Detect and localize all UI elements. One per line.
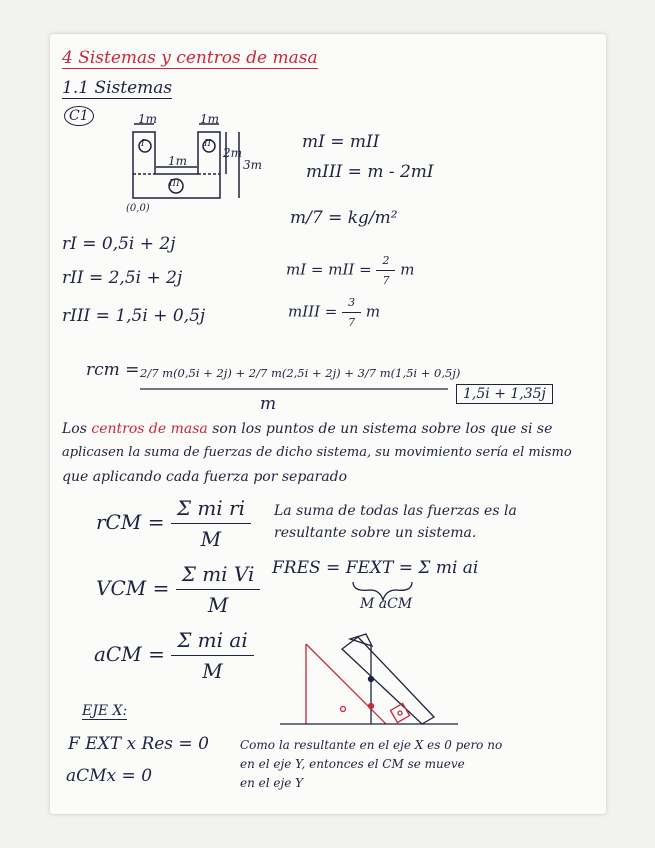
cm-point-3 (341, 707, 346, 712)
rcm-calc-denominator: m (260, 394, 277, 414)
forces-text-2: resultante sobre un sistema. (274, 525, 477, 541)
formula-vcm: VCM = $\frac{\text{Σ mi Vi}}{M}$ (96, 562, 260, 617)
notebook-page (50, 34, 606, 814)
dim-1m-right: 1m (200, 112, 220, 126)
density-eq: m/7 = kg/m² (290, 208, 398, 228)
dim-1m-mid: 1m (168, 154, 188, 168)
mass-eq-1: mI = mII (302, 132, 380, 152)
forces-text-1: La suma de todas las fuerzas es la (274, 503, 517, 519)
position-r3: rIII = 1,5i + 0,5j (62, 306, 206, 326)
formula-rcm: rCM = $\frac{\text{Σ mi ri}}{M}$ (96, 496, 251, 551)
cm-point (369, 677, 374, 682)
section-heading: 1.1 Sistemas (62, 78, 173, 98)
conclusion-line-1: Como la resultante en el eje X es 0 pero no (240, 738, 503, 752)
block (390, 703, 409, 722)
dim-1m-left: 1m (138, 112, 158, 126)
rcm-calc-lhs: rcm = (86, 360, 140, 380)
triangle-hypotenuse (306, 644, 386, 724)
part-1-label: I (141, 139, 145, 149)
forces-equation: FRES = FEXT = Σ mi ai (272, 558, 479, 578)
position-r2: rII = 2,5i + 2j (62, 268, 183, 288)
part-3-label: III (169, 179, 180, 189)
example-label: C1 (64, 106, 94, 126)
chapter-heading: 4 Sistemas y centros de masa (62, 48, 318, 68)
position-r1: rI = 0,5i + 2j (62, 234, 176, 254)
conclusion-line-3: en el eje Y (240, 776, 304, 790)
dim-2m: 2m (223, 146, 243, 160)
rcm-result-box: 1,5i + 1,35j (456, 384, 553, 404)
sliding-rod (342, 637, 434, 724)
definition-line-2: aplicasen la suma de fuerzas de dicho sistema, su movimiento sería el mismo (62, 445, 572, 460)
mass-3-eq: mIII = $\frac{3}{7}$ m (288, 296, 381, 329)
definition-line-3: que aplicando cada fuerza por separado (62, 469, 348, 485)
origin-label: (0,0) (126, 203, 150, 214)
mass-eq-3: mIII = m - 2mI (306, 162, 434, 182)
conclusion-line-2: en el eje Y, entonces el CM se mueve (240, 757, 465, 771)
axis-accel-eq: aCMx = 0 (66, 766, 153, 786)
part-2-label: II (204, 139, 212, 149)
dim-3m: 3m (243, 158, 263, 172)
axis-x-title: EJE X: (82, 703, 128, 719)
axis-force-eq: F EXT x Res = 0 (68, 734, 209, 754)
formula-acm: aCM = $\frac{\text{Σ mi ai}}{M}$ (94, 628, 254, 683)
definition-line-1: Los centros de masa son los puntos de un sistema sobre los que si se (62, 421, 553, 437)
mass-12-eq: mI = mII = $\frac{2}{7}$ m (286, 254, 415, 287)
term-centros-de-masa: centros de masa (91, 421, 208, 437)
forces-under-label: M aCM (360, 596, 413, 612)
rcm-calc-numerator: 2/7 m(0,5i + 2j) + 2/7 m(2,5i + 2j) + 3/7 m(1,5i + 0,5j) (140, 366, 461, 380)
cm-point-2 (369, 704, 374, 709)
